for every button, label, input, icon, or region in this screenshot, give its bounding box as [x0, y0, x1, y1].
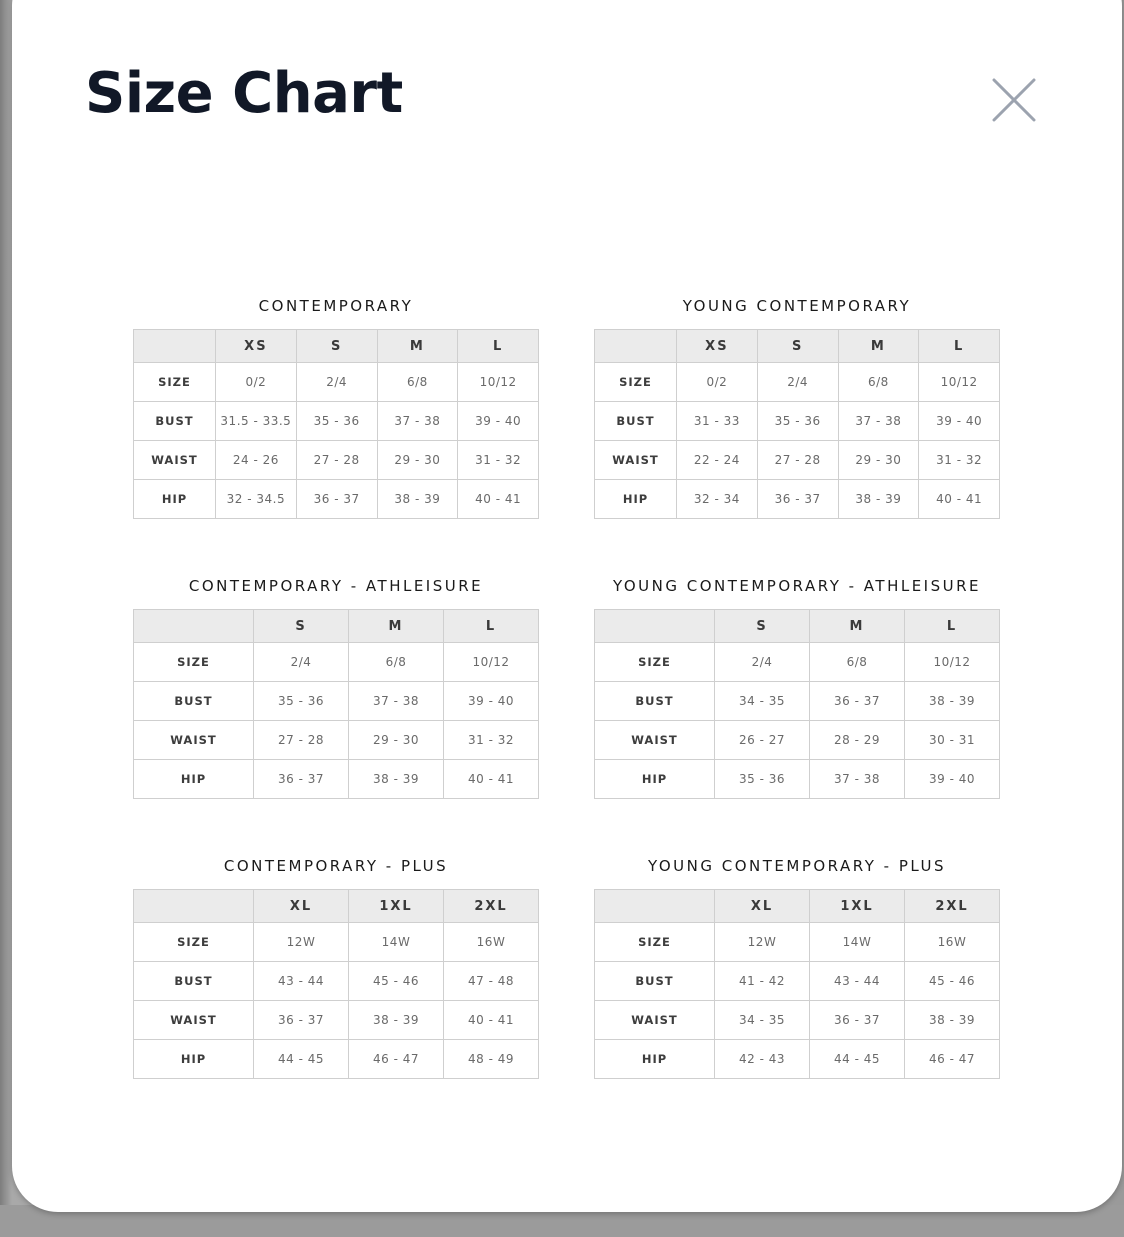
table-cell: 36 - 37 — [296, 480, 377, 519]
table-cell: 2/4 — [296, 363, 377, 402]
row-label: SIZE — [595, 923, 715, 962]
table-cell: 39 - 40 — [458, 402, 539, 441]
row-label: HIP — [134, 760, 254, 799]
corner-cell — [595, 610, 715, 643]
close-icon — [986, 72, 1042, 128]
table-cell: 43 - 44 — [254, 962, 349, 1001]
table-cell: 37 - 38 — [838, 402, 919, 441]
table-cell: 36 - 37 — [757, 480, 838, 519]
table-cell: 10/12 — [919, 363, 1000, 402]
table-cell: 14W — [349, 923, 444, 962]
table-cell: 6/8 — [377, 363, 458, 402]
table-row — [595, 1001, 1000, 1040]
size-chart-contemporary — [133, 297, 539, 519]
table-row — [595, 760, 1000, 799]
size-chart-contemporary-plus — [133, 857, 539, 1079]
table-cell: 0/2 — [216, 363, 297, 402]
table-cell: 43 - 44 — [810, 962, 905, 1001]
table-cell: 35 - 36 — [254, 682, 349, 721]
size-table — [133, 329, 539, 519]
size-column-header: S — [254, 610, 349, 643]
table-cell: 28 - 29 — [810, 721, 905, 760]
table-cell: 40 - 41 — [919, 480, 1000, 519]
table-row — [595, 1040, 1000, 1079]
size-column-header: M — [349, 610, 444, 643]
table-cell: 27 - 28 — [296, 441, 377, 480]
table-cell: 34 - 35 — [715, 682, 810, 721]
table-cell: 29 - 30 — [377, 441, 458, 480]
table-row — [595, 441, 1000, 480]
size-table — [594, 609, 1000, 799]
table-cell: 26 - 27 — [715, 721, 810, 760]
size-column-header: S — [715, 610, 810, 643]
chart-title: CONTEMPORARY - PLUS — [223, 857, 449, 875]
table-row — [134, 643, 539, 682]
size-column-header: S — [757, 330, 838, 363]
table-cell: 29 - 30 — [349, 721, 444, 760]
table-cell: 27 - 28 — [254, 721, 349, 760]
table-cell: 36 - 37 — [810, 1001, 905, 1040]
table-cell: 10/12 — [444, 643, 539, 682]
table-row — [134, 682, 539, 721]
row-label: WAIST — [134, 441, 216, 480]
table-cell: 27 - 28 — [757, 441, 838, 480]
table-cell: 38 - 39 — [349, 1001, 444, 1040]
row-label: BUST — [595, 682, 715, 721]
chart-title: YOUNG CONTEMPORARY - PLUS — [648, 857, 946, 875]
size-column-header: M — [377, 330, 458, 363]
table-cell: 36 - 37 — [254, 1001, 349, 1040]
table-cell: 47 - 48 — [444, 962, 539, 1001]
table-cell: 38 - 39 — [905, 1001, 1000, 1040]
table-cell: 39 - 40 — [919, 402, 1000, 441]
table-cell: 2/4 — [254, 643, 349, 682]
table-row — [595, 721, 1000, 760]
header-row — [134, 890, 539, 923]
table-row — [595, 682, 1000, 721]
row-label: WAIST — [134, 1001, 254, 1040]
table-cell: 14W — [810, 923, 905, 962]
table-cell: 32 - 34.5 — [216, 480, 297, 519]
corner-cell — [134, 890, 254, 923]
table-row — [134, 760, 539, 799]
table-cell: 6/8 — [838, 363, 919, 402]
corner-cell — [134, 610, 254, 643]
chart-title: YOUNG CONTEMPORARY - ATHLEISURE — [612, 577, 982, 595]
corner-cell — [595, 890, 715, 923]
table-cell: 32 - 34 — [677, 480, 758, 519]
size-column-header: S — [296, 330, 377, 363]
chart-title: YOUNG CONTEMPORARY — [682, 297, 912, 315]
size-column-header: 1XL — [810, 890, 905, 923]
table-cell: 40 - 41 — [444, 1001, 539, 1040]
table-cell: 31 - 32 — [458, 441, 539, 480]
row-label: SIZE — [134, 643, 254, 682]
table-cell: 6/8 — [810, 643, 905, 682]
size-column-header: L — [905, 610, 1000, 643]
table-cell: 22 - 24 — [677, 441, 758, 480]
row-label: HIP — [595, 760, 715, 799]
table-cell: 35 - 36 — [757, 402, 838, 441]
size-chart-modal — [12, 0, 1122, 1212]
size-column-header: L — [444, 610, 539, 643]
size-chart-contemporary-athleisure — [133, 577, 539, 799]
size-column-header: XS — [216, 330, 297, 363]
size-column-header: XL — [254, 890, 349, 923]
table-cell: 36 - 37 — [254, 760, 349, 799]
table-cell: 0/2 — [677, 363, 758, 402]
size-chart-young-contemporary — [594, 297, 1000, 519]
table-cell: 42 - 43 — [715, 1040, 810, 1079]
table-cell: 41 - 42 — [715, 962, 810, 1001]
size-column-header: M — [810, 610, 905, 643]
table-cell: 30 - 31 — [905, 721, 1000, 760]
table-cell: 45 - 46 — [349, 962, 444, 1001]
table-cell: 16W — [905, 923, 1000, 962]
table-cell: 12W — [254, 923, 349, 962]
table-row — [595, 480, 1000, 519]
header-row — [595, 610, 1000, 643]
size-column-header: L — [919, 330, 1000, 363]
table-row — [134, 480, 539, 519]
size-chart-young-contemporary-athleisure — [594, 577, 1000, 799]
table-cell: 44 - 45 — [810, 1040, 905, 1079]
row-label: WAIST — [595, 441, 677, 480]
size-column-header: 2XL — [444, 890, 539, 923]
table-cell: 38 - 39 — [838, 480, 919, 519]
table-cell: 2/4 — [757, 363, 838, 402]
table-cell: 31 - 33 — [677, 402, 758, 441]
table-cell: 46 - 47 — [349, 1040, 444, 1079]
table-row — [134, 402, 539, 441]
corner-cell — [134, 330, 216, 363]
table-cell: 2/4 — [715, 643, 810, 682]
chart-title: CONTEMPORARY - ATHLEISURE — [188, 577, 484, 595]
row-label: WAIST — [134, 721, 254, 760]
row-label: HIP — [134, 480, 216, 519]
table-cell: 37 - 38 — [810, 760, 905, 799]
table-cell: 37 - 38 — [349, 682, 444, 721]
table-cell: 29 - 30 — [838, 441, 919, 480]
row-label: HIP — [134, 1040, 254, 1079]
header-row — [134, 610, 539, 643]
row-label: WAIST — [595, 721, 715, 760]
size-table — [594, 889, 1000, 1079]
table-row — [134, 962, 539, 1001]
table-cell: 38 - 39 — [905, 682, 1000, 721]
table-cell: 45 - 46 — [905, 962, 1000, 1001]
table-row — [134, 363, 539, 402]
size-column-header: 1XL — [349, 890, 444, 923]
chart-title: CONTEMPORARY — [258, 297, 414, 315]
table-cell: 38 - 39 — [377, 480, 458, 519]
size-chart-young-contemporary-plus — [594, 857, 1000, 1079]
table-cell: 24 - 26 — [216, 441, 297, 480]
table-row — [595, 923, 1000, 962]
row-label: SIZE — [595, 643, 715, 682]
row-label: BUST — [595, 402, 677, 441]
row-label: BUST — [134, 402, 216, 441]
size-column-header: XL — [715, 890, 810, 923]
row-label: BUST — [595, 962, 715, 1001]
close-button[interactable] — [986, 72, 1042, 128]
table-cell: 6/8 — [349, 643, 444, 682]
table-row — [595, 402, 1000, 441]
size-column-header: M — [838, 330, 919, 363]
table-cell: 31.5 - 33.5 — [216, 402, 297, 441]
table-cell: 34 - 35 — [715, 1001, 810, 1040]
size-column-header: L — [458, 330, 539, 363]
table-row — [134, 1040, 539, 1079]
size-table — [594, 329, 1000, 519]
table-cell: 48 - 49 — [444, 1040, 539, 1079]
table-row — [595, 643, 1000, 682]
row-label: HIP — [595, 1040, 715, 1079]
table-row — [134, 721, 539, 760]
table-cell: 40 - 41 — [444, 760, 539, 799]
row-label: WAIST — [595, 1001, 715, 1040]
row-label: BUST — [134, 962, 254, 1001]
table-cell: 10/12 — [458, 363, 539, 402]
row-label: SIZE — [595, 363, 677, 402]
table-cell: 39 - 40 — [444, 682, 539, 721]
table-cell: 44 - 45 — [254, 1040, 349, 1079]
corner-cell — [595, 330, 677, 363]
table-cell: 16W — [444, 923, 539, 962]
table-cell: 35 - 36 — [296, 402, 377, 441]
size-column-header: 2XL — [905, 890, 1000, 923]
table-cell: 10/12 — [905, 643, 1000, 682]
row-label: SIZE — [134, 923, 254, 962]
size-table — [133, 609, 539, 799]
header-row — [595, 330, 1000, 363]
table-cell: 40 - 41 — [458, 480, 539, 519]
table-row — [595, 363, 1000, 402]
modal-title: Size Chart — [85, 61, 403, 126]
table-cell: 37 - 38 — [377, 402, 458, 441]
table-cell: 12W — [715, 923, 810, 962]
row-label: HIP — [595, 480, 677, 519]
table-row — [134, 923, 539, 962]
header-row — [134, 330, 539, 363]
table-cell: 31 - 32 — [444, 721, 539, 760]
table-cell: 36 - 37 — [810, 682, 905, 721]
table-row — [134, 1001, 539, 1040]
table-cell: 31 - 32 — [919, 441, 1000, 480]
table-cell: 35 - 36 — [715, 760, 810, 799]
row-label: SIZE — [134, 363, 216, 402]
table-cell: 38 - 39 — [349, 760, 444, 799]
table-row — [134, 441, 539, 480]
size-table — [133, 889, 539, 1079]
table-cell: 46 - 47 — [905, 1040, 1000, 1079]
table-row — [595, 962, 1000, 1001]
table-cell: 39 - 40 — [905, 760, 1000, 799]
header-row — [595, 890, 1000, 923]
size-column-header: XS — [677, 330, 758, 363]
row-label: BUST — [134, 682, 254, 721]
